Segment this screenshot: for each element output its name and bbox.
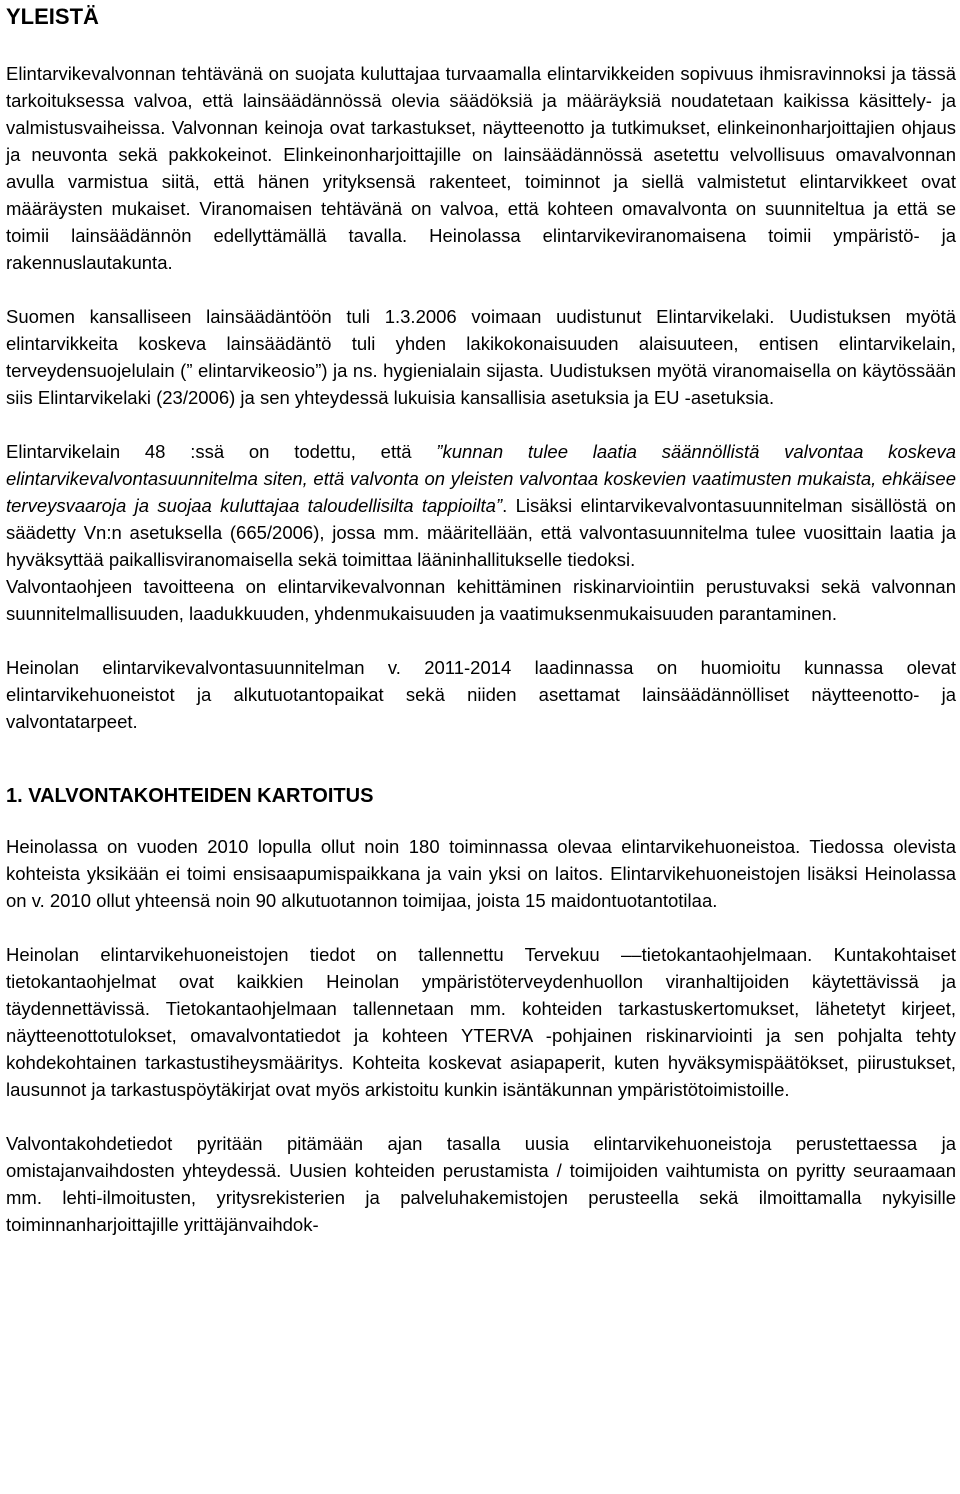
paragraph-elintarvikelaki-uudistus: Suomen kansalliseen lainsäädäntöön tuli 1.3.2006 voimaan uudistunut Elintarvikelaki. Uudistuksen myötä elintarvikkeita koskeva lainsäädäntö tuli yhden lakikokonaisuuden alaisuuteen, entisen elintarvikelain, terveydensuojelulain (” elintarvikeosio”) ja ns. hygienialain sijasta. Uudistuksen myötä viranomaisella on käytössään siis Elintarvikelaki (23/2006) ja sen yhteydessä lukuisia kansallisia asetuksia ja EU -asetuksia. — [6, 306, 956, 408]
paragraph-text-before: Elintarvikelain 48 :ssä on todettu, että — [6, 441, 437, 462]
document-page — [6, 4, 956, 1238]
paragraph-text-after: . Lisäksi elintarvikevalvontasuunnitelman sisällöstä on säädetty Vn:n asetuksella (665/2006), jossa mm. määritellään, että valvontasuunnitelma tulee vuosittain laatia ja hyväksyttää paikallisviranomaisella sekä toimittaa lääninhallitukselle tiedoksi. — [6, 495, 956, 570]
paragraph-heinola-suunnitelma: Heinolan elintarvikevalvontasuunnitelman v. 2011-2014 laadinnassa on huomioitu kunnassa olevat elintarvikehuoneistot ja alkutuotantopaikat sekä niiden asettamat lainsäädännölliset näytteenotto- ja valvontatarpeet. — [6, 657, 956, 732]
paragraph-tervekuu-tietokanta: Heinolan elintarvikehuoneistojen tiedot on tallennettu Tervekuu ––tietokantaohjelmaan. Kuntakohtaiset tietokantaohjelmat ovat kaikkien Heinolan ympäristöterveydenhuollon viranhaltijoiden käytettävissä ja täydennettävissä. Tietokantaohjelmaan tallennetaan mm. kohteiden tarkastuskertomukset, lähetetyt kirjeet, näytteenottotulokset, omavalvontatiedot ja kohteen YTERVA -pohjainen riskinarviointi ja sen pohjalta tehty kohdekohtainen tarkastustiheysmääritys. Kohteita koskevat asiapaperit, kuten hyväksymispäätökset, piirustukset, lausunnot ja tarkastuspöytäkirjat ovat myös arkistoitu kunkin isäntäkunnan ympäristötoimistoille. — [6, 944, 956, 1100]
law-quote: ”kunnan tulee laatia säännöllistä valvontaa koskeva elintarvikevalvontasuunnitelma siten, että valvonta on yleisten valvontaa koskevien vaatimusten mukaista, ehkäisee terveysvaaroja ja suojaa kuluttajaa taloudellisilta tappioilta” — [6, 441, 956, 516]
paragraph-valvontasuunnitelma-48 — [6, 438, 956, 573]
heading-yleista: YLEISTÄ — [6, 4, 99, 29]
paragraph-kohteiden-maara: Heinolassa on vuoden 2010 lopulla ollut noin 180 toiminnassa olevaa elintarvikehuoneistoa. Tiedossa olevista kohteista yksikään ei toimi ensisaapumispaikkana ja vain yksi on laitos. Elintarvikehuoneistojen lisäksi Heinolassa on v. 2010 ollut yhteensä noin 90 alkutuotannon toimijaa, joista 15 maidontuotantotilaa. — [6, 836, 956, 911]
paragraph-kohdetiedot-ajantasa: Valvontakohdetiedot pyritään pitämään ajan tasalla uusia elintarvikehuoneistoja perustettaessa ja omistajanvaihdosten yhteydessä. Uusien kohteiden perustamista / toimijoiden vaihtumista on pyritty seuraamaan mm. lehti-ilmoitusten, yritysrekisterien ja palveluhakemistojen perusteella sekä ilmoittamalla nykyisille toiminnanharjoittajille yrittäjänvaihdok- — [6, 1133, 956, 1235]
heading-valvontakohteiden-kartoitus: 1. VALVONTAKOHTEIDEN KARTOITUS — [6, 785, 374, 807]
paragraph-valvonta-tehtava: Elintarvikevalvonnan tehtävänä on suojata kuluttajaa turvaamalla elintarvikkeiden sopivuus ihmisravinnoksi ja tässä tarkoituksessa valvoa, että lainsäädännössä olevia säädöksiä ja määräyksiä noudatetaan kaikissa käsittely- ja valmistusvaiheissa. Valvonnan keinoja ovat tarkastukset, näytteenotto ja tutkimukset, elinkeinonharjoittajien ohjaus ja neuvonta sekä pakkokeinot. Elinkeinonharjoittajille on lainsäädännössä asetettu velvollisuus omavalvonnan avulla varmistua siitä, että hänen yrityksensä rakenteet, toiminnot ja siellä valmistetut elintarvikkeet ovat määräysten mukaiset. Viranomaisen tehtävänä on valvoa, että kohteen omavalvonta on suunniteltua ja että se toimii lainsäädännön edellyttämällä tavalla. Heinolassa elintarvikeviranomaisena toimii ympäristö- ja rakennuslautakunta. — [6, 63, 956, 273]
paragraph-valvontaohje-tavoite: Valvontaohjeen tavoitteena on elintarvikevalvonnan kehittäminen riskinarviointiin perustuvaksi sekä valvonnan suunnitelmallisuuden, laadukkuuden, yhdenmukaisuuden ja vaatimuksenmukaisuuden parantaminen. — [6, 576, 956, 624]
